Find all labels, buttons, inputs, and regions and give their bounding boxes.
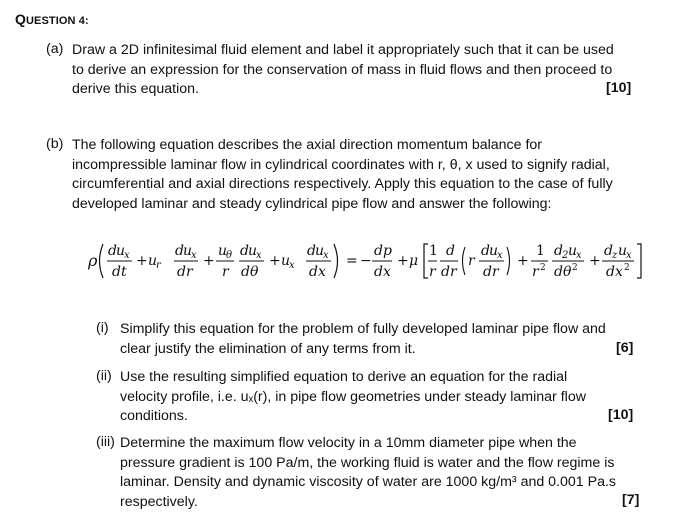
eq-ur: u bbox=[148, 253, 158, 269]
sub-i-line: Simplify this equation for the problem of fully developed laminar pipe flow and bbox=[120, 321, 606, 337]
sub-i-line: clear justify the elimination of any terms from it. bbox=[120, 340, 416, 357]
eq-right-bracket bbox=[637, 244, 641, 278]
sub-i-text bbox=[120, 320, 642, 359]
eq-x-sub: x bbox=[289, 260, 295, 271]
eq-d: d bbox=[175, 243, 184, 259]
sub-iii-label: (iii) bbox=[96, 434, 115, 450]
eq-sq: 2 bbox=[624, 263, 630, 273]
eq-d: d bbox=[604, 243, 613, 259]
sub-ii-line: velocity profile, i.e. uₓ(r), in pipe flow geometries under steady laminar flow bbox=[120, 388, 586, 405]
eq-plus: + bbox=[397, 253, 409, 269]
eq-d: d bbox=[307, 243, 316, 259]
eq-ux: u bbox=[281, 253, 291, 269]
eq-dp: dp bbox=[374, 243, 392, 259]
eq-sq: 2 bbox=[540, 263, 546, 273]
eq-dtheta: dθ bbox=[241, 264, 259, 280]
eq-x-sub: x bbox=[124, 250, 130, 261]
eq-sub-two: 2 bbox=[562, 250, 569, 261]
eq-sub-z: z bbox=[612, 250, 618, 261]
eq-r: r bbox=[429, 264, 436, 280]
eq-dx: dx bbox=[606, 264, 623, 280]
sub-ii-text bbox=[120, 368, 642, 427]
eq-x-sub: x bbox=[256, 250, 262, 261]
eq-d: d bbox=[446, 243, 455, 259]
part-a-line: Draw a 2D infinitesimal fluid element and label it appropriately such that it can be used bbox=[72, 42, 614, 58]
eq-x-sub: x bbox=[323, 250, 329, 261]
eq-r: r bbox=[222, 264, 229, 280]
part-b-line: circumferential and axial directions respectively. Apply this equation to the case of fully bbox=[72, 176, 613, 192]
eq-right-paren bbox=[334, 244, 338, 278]
eq-r: r bbox=[532, 264, 539, 280]
eq-plus: + bbox=[269, 253, 281, 269]
eq-plus: + bbox=[517, 253, 529, 269]
eq-one: 1 bbox=[536, 243, 545, 259]
eq-x-sub: x bbox=[576, 250, 582, 261]
sub-ii-line: Use the resulting simplified equation to derive an equation for the radial bbox=[120, 369, 568, 385]
part-b-line: developed laminar and steady cylindrical pipe flow and answer the following: bbox=[72, 195, 552, 212]
eq-dx: dx bbox=[374, 264, 391, 280]
sub-iii-line: Determine the maximum flow velocity in a 10mm diameter pipe when the bbox=[120, 435, 577, 451]
eq-ux: u bbox=[248, 243, 258, 259]
part-b-line: The following equation describes the axial direction momentum balance for bbox=[72, 137, 543, 153]
part-a-text bbox=[72, 41, 642, 100]
eq-dr: dr bbox=[177, 264, 193, 280]
part-b-text bbox=[72, 136, 642, 214]
eq-x-sub: x bbox=[626, 250, 632, 261]
eq-ux: u bbox=[315, 243, 325, 259]
eq-d: d bbox=[554, 243, 563, 259]
eq-inner-right-paren bbox=[507, 247, 510, 275]
part-a-marks: [10] bbox=[606, 80, 632, 96]
eq-x-sub: x bbox=[497, 250, 503, 261]
eq-minus: − bbox=[360, 253, 372, 269]
eq-r-sub: r bbox=[156, 260, 161, 271]
eq-dr: dr bbox=[441, 264, 457, 280]
sub-iii-marks: [7] bbox=[622, 492, 640, 508]
eq-x-sub: x bbox=[191, 250, 197, 261]
sub-iii-text bbox=[120, 434, 642, 512]
question-title-rest: UESTION 4: bbox=[26, 15, 89, 27]
part-a-line: to derive an expression for the conservation of mass in fluid flows and then proceed to bbox=[72, 61, 613, 78]
eq-equals: = bbox=[346, 253, 358, 269]
eq-one: 1 bbox=[429, 243, 438, 259]
eq-ux: u bbox=[618, 243, 628, 259]
eq-plus: + bbox=[589, 253, 601, 269]
eq-plus: + bbox=[203, 253, 215, 269]
part-b-line: incompressible laminar flow in cylindrical coordinates with r, θ, x used to signify radial, bbox=[72, 156, 610, 173]
eq-dtheta: dθ bbox=[554, 264, 572, 280]
eq-left-paren bbox=[100, 244, 104, 278]
eq-dt: dt bbox=[112, 264, 127, 280]
eq-d: d bbox=[240, 243, 249, 259]
eq-ux: u bbox=[568, 243, 578, 259]
eq-ux: u bbox=[116, 243, 126, 259]
eq-mu: μ bbox=[409, 253, 419, 269]
eq-utheta: u bbox=[218, 243, 228, 259]
eq-r: r bbox=[468, 253, 475, 269]
sub-i-marks: [6] bbox=[616, 340, 634, 356]
eq-plus: + bbox=[136, 253, 148, 269]
momentum-equation bbox=[0, 230, 689, 290]
sub-iii-line: respectively. bbox=[120, 493, 198, 510]
eq-theta-sub: θ bbox=[226, 250, 233, 261]
sub-ii-marks: [10] bbox=[608, 407, 634, 423]
sub-iii-line: pressure gradient is 100 Pa/m, the working fluid is water and the flow regime is bbox=[120, 454, 615, 471]
question-title-initial: Q bbox=[15, 11, 26, 27]
eq-ux: u bbox=[183, 243, 193, 259]
eq-dx: dx bbox=[309, 264, 326, 280]
question-title bbox=[15, 11, 89, 27]
sub-i-label: (i) bbox=[96, 320, 109, 336]
eq-rho: ρ bbox=[88, 251, 98, 270]
part-b-label: (b) bbox=[46, 136, 64, 152]
eq-d: d bbox=[481, 243, 490, 259]
part-a-line: derive this equation. bbox=[72, 81, 199, 97]
eq-left-bracket bbox=[424, 244, 428, 278]
eq-inner-left-paren bbox=[463, 247, 466, 275]
sub-iii-line: laminar. Density and dynamic viscosity of water are 1000 kg/m³ and 0.001 Pa.s bbox=[120, 474, 617, 490]
sub-ii-line: conditions. bbox=[120, 408, 188, 424]
part-a-label: (a) bbox=[46, 41, 64, 57]
eq-d: d bbox=[108, 243, 117, 259]
eq-dr: dr bbox=[483, 264, 499, 280]
eq-ux: u bbox=[489, 243, 499, 259]
eq-sq: 2 bbox=[572, 263, 578, 273]
sub-ii-label: (ii) bbox=[96, 368, 112, 384]
